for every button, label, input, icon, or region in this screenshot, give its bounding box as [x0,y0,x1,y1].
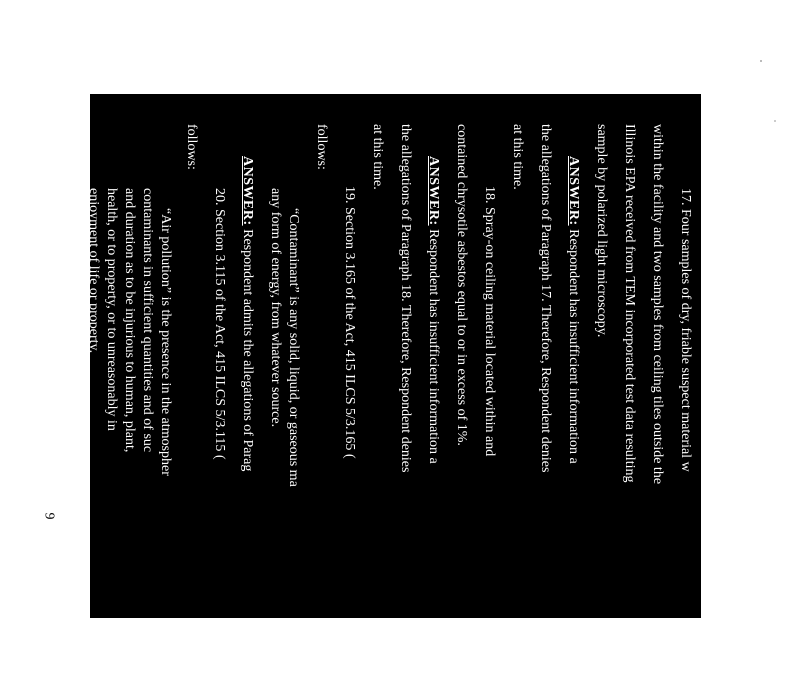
text-line: 20. Section 3.115 of the Act, 415 ILCS 5/3.115 ( [212,188,227,460]
quoted-definition: “Air pollution” is the presence in the atmospher [158,208,173,476]
quoted-definition: contaminants in sufficient quantities and of suc [140,188,155,453]
answer-line: ANSWER: Respondent has insufficient information a [566,156,581,464]
text-line: at this time. [510,124,525,190]
quoted-definition: enjoyment of life or property. [86,188,101,354]
answer-label: ANSWER: [426,156,441,226]
text-line: contained chrysotile asbestos equal to or in excess of 1%. [454,124,469,446]
page-body [74,94,701,694]
text-line: follows: [184,124,199,170]
text-line: within the facility and two samples from ceiling tiles outside the [650,124,665,485]
text-line: the allegations of Paragraph 18. Therefore, Respondent denies [398,124,413,473]
text-line: Illinois EPA received from TEM incorporated test data resulting [622,124,637,483]
answer-line: ANSWER: Respondent admits the allegations of Para [74,156,89,465]
text-line: 17. Four samples of dry, friable suspect material w [678,188,693,472]
text-line: 19. Section 3.165 of the Act, 415 ILCS 5/3.165 ( [342,186,357,459]
quoted-definition: “Contaminant” is any solid, liquid, or gaseous ma [286,208,301,487]
answer-line: ANSWER: Respondent has insufficient information a [426,156,441,464]
scanned-page [74,94,701,618]
quoted-definition: and duration as to be injurious to human, plant, [122,188,137,453]
quoted-definition: health, or to property, or to unreasonably in [104,188,119,431]
answer-line: ANSWER: Respondent admits the allegations of Parag [240,156,255,472]
answer-label: ANSWER: [240,156,255,226]
page-number: 9 [41,512,57,520]
text-line: follows: [314,124,329,170]
quoted-definition: any form of energy, from whatever source. [268,188,283,428]
text-line: 18. Spray-on ceiling material located within and [482,186,497,457]
scan-artifact [774,120,776,122]
text-line: sample by polarized light microscopy. [594,124,609,338]
answer-label: ANSWER: [74,156,89,226]
text-line: at this time. [370,124,385,190]
text-line: the allegations of Paragraph 17. Therefore, Respondent denies [538,124,553,473]
answer-label: ANSWER: [566,156,581,226]
scan-artifact [760,60,762,62]
